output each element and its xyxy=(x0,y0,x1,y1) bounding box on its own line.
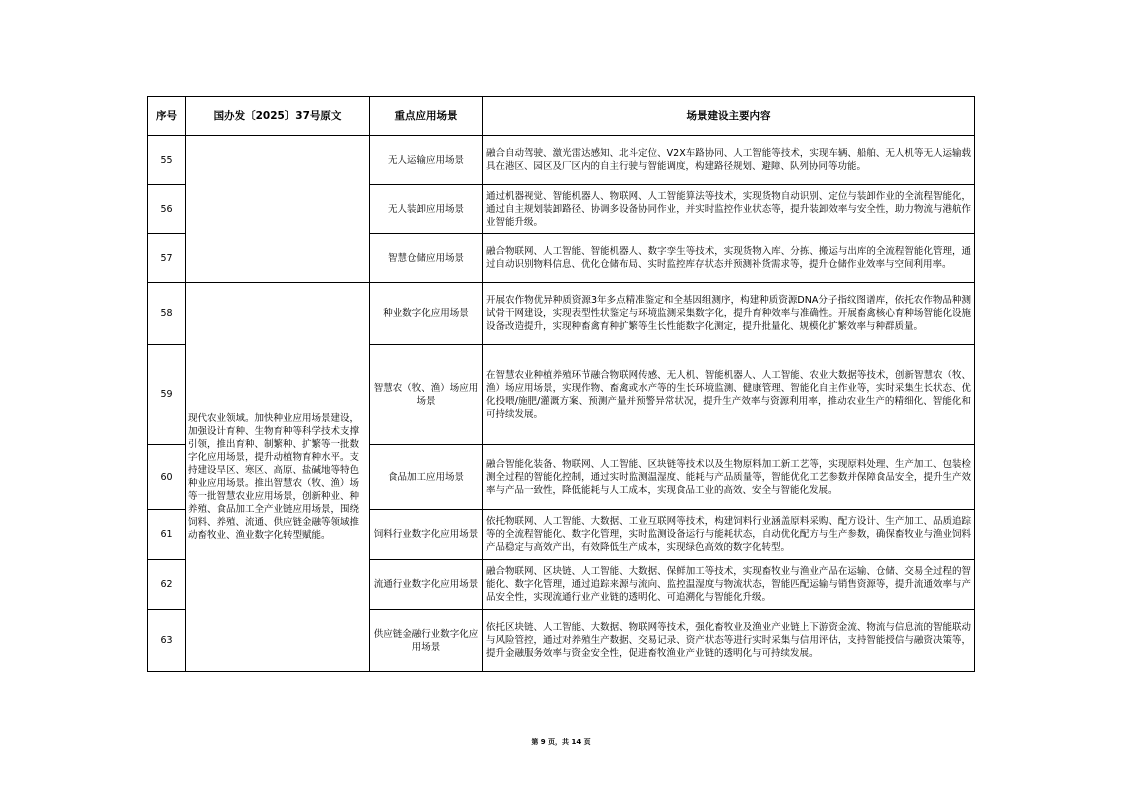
row-content: 开展农作物优异种质资源3年多点精准鉴定和全基因组测序，构建种质资源DNA分子指纹图谱库，依托农作物品种测试骨干网建设，实现表型性状鉴定与环境监测采集数字化，提升育种效率与准确性。开展畜禽核心育种场智能化设施设备改造提升，实现种畜禽育种扩繁等生长性能数字化测定，提升批量化、规模化扩繁效率与种群质量。 xyxy=(483,283,975,345)
row-scene: 食品加工应用场景 xyxy=(370,445,483,510)
row-content: 融合物联网、人工智能、智能机器人、数字孪生等技术，实现货物入库、分拣、搬运与出库的全流程智能化管理，通过自动识别物料信息、优化仓储布局、实时监控库存状态并预测补货需求等，提升仓储作业效率与空间利用率。 xyxy=(483,234,975,283)
table-row xyxy=(148,283,975,345)
row-scene: 无人装卸应用场景 xyxy=(370,185,483,234)
table-header-row xyxy=(148,97,975,136)
row-content: 融合物联网、区块链、人工智能、大数据、保鲜加工等技术，实现畜牧业与渔业产品在运输、仓储、交易全过程的智能化、数字化管理，通过追踪来源与流向、监控温湿度与物流状态，智能匹配运输与销售资源等，提升流通效率与产品安全性，实现流通行业产业链的透明化、可追溯化与智能化升级。 xyxy=(483,560,975,610)
original-text-cell: 现代农业领域。加快种业应用场景建设，加强设计育种、生物育种等科学技术支撑引领，推出育种、制繁种、扩繁等一批数字化应用场景，提升动植物育种水平。支持建设旱区、寒区、高原、盐碱地等特色种业应用场景。推出智慧农（牧、渔）场等一批智慧农业应用场景，创新种业、种养殖、食品加工全产业链应用场景，围绕饲料、养殖、流通、供应链金融等领域推动畜牧业、渔业数字化转型赋能。 xyxy=(186,283,370,672)
row-content: 依托区块链、人工智能、大数据、物联网等技术，强化畜牧业及渔业产业链上下游资金流、物流与信息流的智能联动与风险管控，通过对养殖生产数据、交易记录、资产状态等进行实时采集与信用评估，支持智能授信与融资决策等，提升金融服务效率与资金安全性，促进畜牧渔业产业链的透明化与可持续发展。 xyxy=(483,610,975,672)
original-text-cell xyxy=(186,136,370,283)
row-scene: 智慧农（牧、渔）场应用场景 xyxy=(370,345,483,445)
row-no: 61 xyxy=(148,510,186,560)
row-no: 63 xyxy=(148,610,186,672)
row-no: 58 xyxy=(148,283,186,345)
row-content: 依托物联网、人工智能、大数据、工业互联网等技术，构建饲料行业涵盖原料采购、配方设计、生产加工、品质追踪等的全流程智能化、数字化管理，实时监测设备运行与能耗状态，自动优化配方与生产参数，确保畜牧业与渔业饲料产品稳定与高效产出，有效降低生产成本，实现绿色高效的数字化转型。 xyxy=(483,510,975,560)
row-no: 60 xyxy=(148,445,186,510)
header-scene: 重点应用场景 xyxy=(370,97,483,136)
row-content: 融合智能化装备、物联网、人工智能、区块链等技术以及生物原料加工新工艺等，实现原料处理、生产加工、包装检测全过程的智能化控制，通过实时监测温湿度、能耗与产品质量等，智能优化工艺参数并保障食品安全，提升生产效率与产品一致性，降低能耗与人工成本，实现食品工业的高效、安全与智能化发展。 xyxy=(483,445,975,510)
page-number-footer: 第 9 页，共 14 页 xyxy=(531,738,591,746)
scenario-table xyxy=(147,96,975,672)
row-scene: 种业数字化应用场景 xyxy=(370,283,483,345)
row-scene: 供应链金融行业数字化应用场景 xyxy=(370,610,483,672)
row-no: 62 xyxy=(148,560,186,610)
row-no: 57 xyxy=(148,234,186,283)
row-no: 59 xyxy=(148,345,186,445)
row-content: 融合自动驾驶、激光雷达感知、北斗定位、V2X车路协同、人工智能等技术，实现车辆、船舶、无人机等无人运输载具在港区、园区及厂区内的自主行驶与智能调度，构建路径规划、避障、队列协同等功能。 xyxy=(483,136,975,185)
policy-table-sheet xyxy=(147,96,974,672)
row-scene: 流通行业数字化应用场景 xyxy=(370,560,483,610)
row-no: 55 xyxy=(148,136,186,185)
row-no: 56 xyxy=(148,185,186,234)
header-original-text: 国办发〔2025〕37号原文 xyxy=(186,97,370,136)
header-content: 场景建设主要内容 xyxy=(483,97,975,136)
header-no: 序号 xyxy=(148,97,186,136)
row-scene: 饲料行业数字化应用场景 xyxy=(370,510,483,560)
row-scene: 无人运输应用场景 xyxy=(370,136,483,185)
table-row xyxy=(148,136,975,185)
row-scene: 智慧仓储应用场景 xyxy=(370,234,483,283)
row-content: 在智慧农业种植养殖环节融合物联网传感、无人机、智能机器人、人工智能、农业大数据等技术，创新智慧农（牧、渔）场应用场景，实现作物、畜禽或水产等的生长环境监测、健康管理、智能化自主作业等，实时采集生长状态、优化投喂/施肥/灌溉方案、预测产量并预警异常状况，提升生产效率与资源利用率，推动农业生产的精细化、智能化和可持续发展。 xyxy=(483,345,975,445)
row-content: 通过机器视觉、智能机器人、物联网、人工智能算法等技术，实现货物自动识别、定位与装卸作业的全流程智能化，通过自主规划装卸路径、协调多设备协同作业，并实时监控作业状态等，提升装卸效率与安全性，助力物流与港航作业智能升级。 xyxy=(483,185,975,234)
